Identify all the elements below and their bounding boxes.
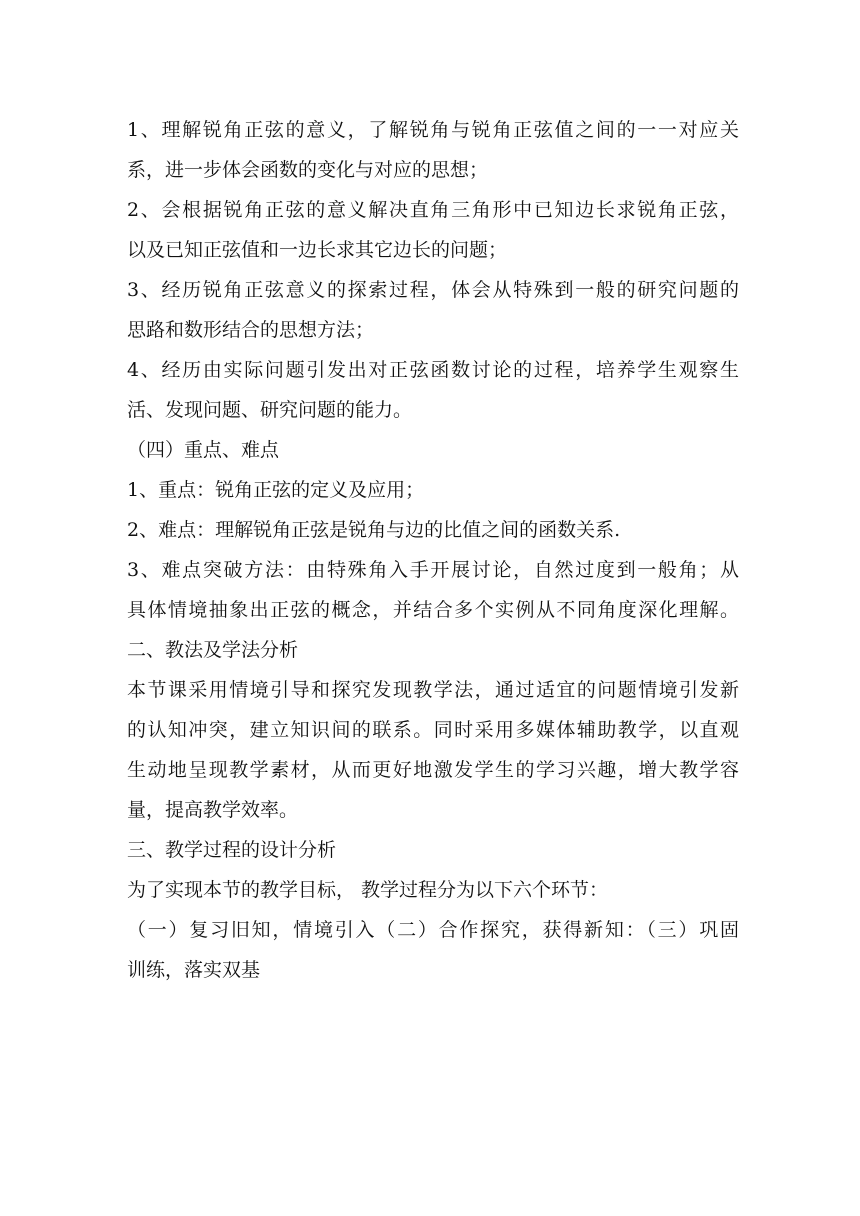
methods-paragraph-line-4: 量，提高教学效率。 — [127, 799, 299, 821]
key-difficulties-heading: （四）重点、难点 — [127, 439, 280, 461]
methods-paragraph-line-3: 生动地呈现教学素材，从而更好地激发学生的学习兴趣，增大教学容 — [127, 759, 739, 781]
key-point-1: 1、重点：锐角正弦的定义及应用； — [127, 479, 425, 501]
difficulty-method-line-1: 3、难点突破方法：由特殊角入手开展讨论，自然过度到一般角；从 — [127, 559, 739, 581]
methods-paragraph-line-2: 的认知冲突，建立知识间的联系。同时采用多媒体辅助教学，以直观 — [127, 719, 739, 741]
objective-3-line-2: 思路和数形结合的思想方法； — [127, 319, 375, 341]
objective-4-line-2: 活、发现问题、研究问题的能力。 — [127, 399, 413, 421]
methods-paragraph-line-1: 本节课采用情境引导和探究发现教学法，通过适宜的问题情境引发新 — [127, 679, 739, 701]
objective-3-line-1: 3、经历锐角正弦意义的探索过程，体会从特殊到一般的研究问题的 — [127, 279, 739, 301]
objective-1-line-1: 1、理解锐角正弦的意义，了解锐角与锐角正弦值之间的一一对应关 — [127, 119, 739, 141]
objective-2-line-2: 以及已知正弦值和一边长求其它边长的问题； — [127, 239, 508, 261]
section-teaching-methods-heading: 二、教法及学法分析 — [127, 639, 299, 661]
process-intro-line: 为了实现本节的教学目标， 教学过程分为以下六个环节： — [127, 879, 609, 901]
difficulty-method-line-2: 具体情境抽象出正弦的概念，并结合多个实例从不同角度深化理解。 — [127, 599, 739, 621]
section-process-heading: 三、教学过程的设计分析 — [127, 839, 337, 861]
process-steps-line-1: （一）复习旧知，情境引入（二）合作探究，获得新知：（三）巩固 — [127, 919, 739, 941]
document-body — [127, 110, 739, 990]
process-steps-line-2: 训练，落实双基 — [127, 959, 261, 981]
objective-1-line-2: 系，进一步体会函数的变化与对应的思想； — [127, 159, 489, 181]
difficulty-point-2: 2、难点：理解锐角正弦是锐角与边的比值之间的函数关系. — [127, 519, 621, 541]
objective-2-line-1: 2、会根据锐角正弦的意义解决直角三角形中已知边长求锐角正弦， — [127, 199, 739, 221]
objective-4-line-1: 4、经历由实际问题引发出对正弦函数讨论的过程，培养学生观察生 — [127, 359, 739, 381]
